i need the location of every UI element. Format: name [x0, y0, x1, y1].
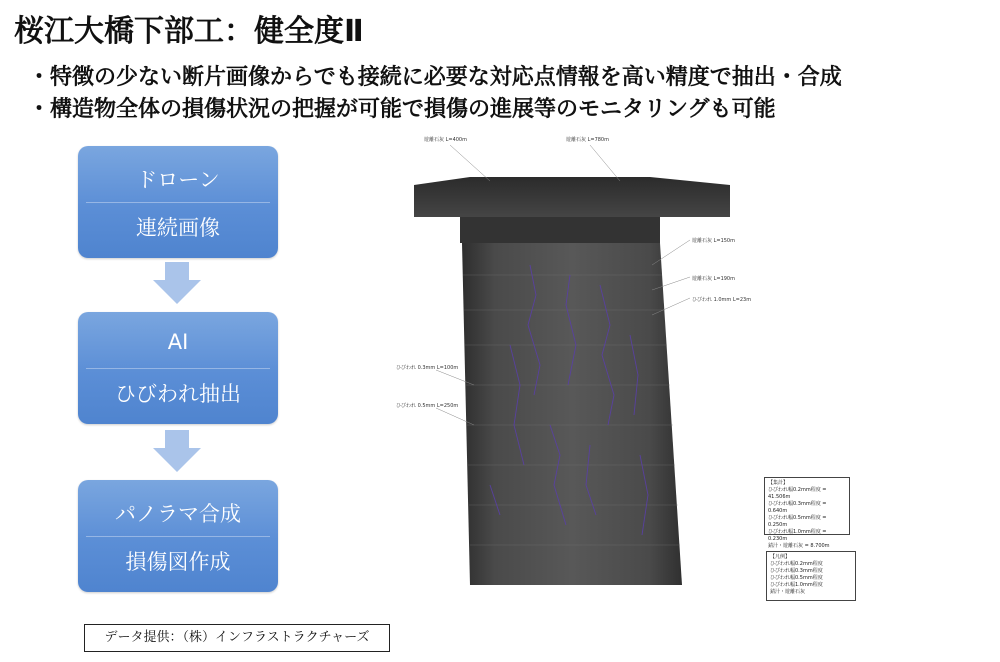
down-arrow-icon: [153, 430, 201, 474]
flow-step-label: ひびわれ抽出: [115, 382, 241, 406]
data-credit: データ提供：（株）インフラストラクチャーズ: [84, 624, 390, 652]
summary-line: ひびわれ幅0.3mm程度 = 0.640m: [768, 501, 827, 514]
legend-line: ひびわれ幅1.0mm程度: [770, 582, 823, 588]
legend-box: [766, 551, 856, 601]
flow-step-label: パノラマ合成: [115, 502, 241, 526]
flow-step-label: 連続画像: [136, 216, 220, 240]
legend-title: 【凡例】: [770, 554, 791, 560]
summary-title: 【集計】: [768, 480, 789, 486]
legend-line: ひびわれ幅0.3mm程度: [770, 568, 823, 574]
legend-line: ひびわれ幅0.2mm程度: [770, 561, 823, 567]
summary-line: ひびわれ幅0.5mm程度 = 0.250m: [768, 515, 827, 528]
summary-line: ひびわれ幅0.2mm程度 = 41.506m: [768, 487, 827, 500]
legend-line: ひびわれ幅0.5mm程度: [770, 575, 823, 581]
divider: [86, 368, 270, 369]
annotation-label: 遊離石灰 L=190m: [692, 276, 735, 282]
annotation-label: 遊離石灰 L=400m: [424, 137, 467, 143]
flow-step-label: 損傷図作成: [125, 550, 231, 574]
summary-line: 錆汁・遊離石灰 = 8.700m: [768, 543, 830, 549]
pier-damage-diagram: [390, 125, 950, 615]
flow-step-drone: [78, 146, 278, 258]
summary-line: ひびわれ幅1.0mm程度 = 0.230m: [768, 529, 827, 542]
divider: [86, 536, 270, 537]
bullet-item: ・特徴の少ない断片画像からでも接続に必要な対応点情報を高い精度で抽出・合成: [28, 65, 842, 90]
flow-step-label: AI: [167, 330, 189, 354]
down-arrow-icon: [153, 262, 201, 306]
annotation-label: ひびわれ 0.3mm L=100m: [396, 365, 459, 371]
flow-step-label: ドローン: [136, 168, 220, 192]
bullet-item: ・構造物全体の損傷状況の把握が可能で損傷の進展等のモニタリングも可能: [28, 97, 776, 122]
divider: [86, 202, 270, 203]
annotation-label: ひびわれ 1.0mm L=23m: [692, 297, 752, 303]
annotation-label: 遊離石灰 L=150m: [692, 238, 735, 244]
legend-line: 錆汁・遊離石灰: [770, 589, 806, 595]
annotation-label: 遊離石灰 L=780m: [566, 137, 609, 143]
flow-step-ai: [78, 312, 278, 424]
annotation-label: ひびわれ 0.5mm L=250m: [396, 403, 459, 409]
page-title: 桜江大橋下部工：健全度Ⅱ: [14, 14, 364, 49]
pier-panorama-image: [390, 125, 950, 615]
summary-box: [764, 477, 850, 549]
flow-step-panorama: [78, 480, 278, 592]
bullet-list: [28, 62, 842, 126]
